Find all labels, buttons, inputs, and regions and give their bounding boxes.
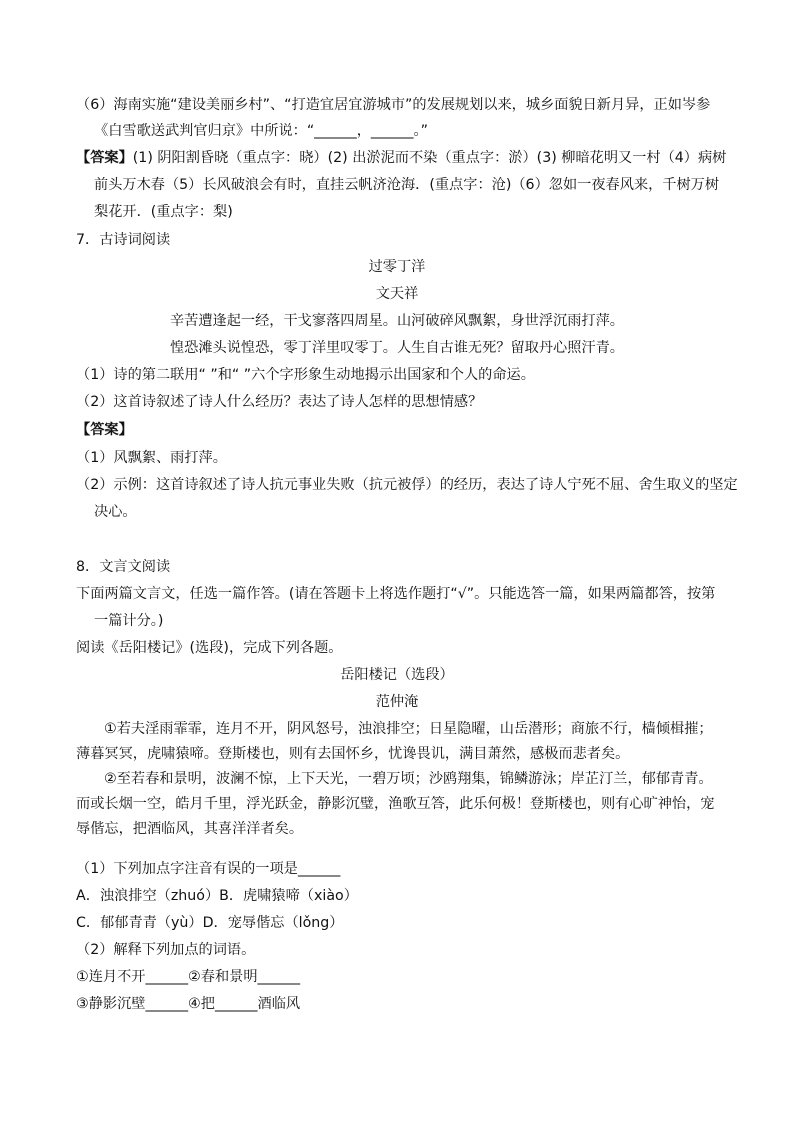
text-title: 岳阳楼记（选段） [340, 667, 454, 683]
q8-instruction: 阅读《岳阳楼记》(选段)，完成下列各题。 [76, 640, 343, 656]
q6-line2: 《白雪歌送武判官归京》中所说：“______，______。” [94, 123, 428, 139]
q7-ans2-line1: （2）示例：这首诗叙述了诗人抗元事业失败（抗元被俘）的经历，表达了诗人宁死不屈、舍生取义的坚定 [76, 477, 738, 493]
poem-line-1: 辛苦遭逢起一经，干戈寥落四周星。山河破碎风飘絮，身世浮沉雨打萍。 [169, 313, 624, 329]
text-paragraph-1: ①若夫淫雨霏霏，连月不开，阴风怒号，浊浪排空；日星隐曜，山岳潜形；商旅不行，樯倾楫摧；薄暮冥冥，虎啸猿啼。登斯楼也，则有去国怀乡，忧谗畏讥，满目萧然，感极而悲者矣。 [76, 721, 713, 762]
answer6-line2: 前头万木春（5）长风破浪会有时，直挂云帆济沧海．(重点字：沧)（6）忽如一夜春风来，千树万树 [94, 177, 720, 193]
q8-intro-line1: 下面两篇文言文，任选一篇作答。(请在答题卡上将选作题打“√”。只能选答一篇，如果两篇都答，按第 [76, 586, 716, 602]
q7-ans2-line2: 决心。 [94, 504, 137, 520]
q8-sub1: （1）下列加点字注音有误的一项是______ [76, 861, 341, 877]
q8-options-cd: C．郁郁青青（yù）D．宠辱偕忘（lǒng） [76, 915, 344, 931]
poem-line-2: 惶恐滩头说惶恐，零丁洋里叹零丁。人生自古谁无死？留取丹心照汗青。 [169, 340, 624, 356]
answer6-line3: 梨花开．(重点字：梨) [94, 204, 233, 220]
q8-intro-line2: 一篇计分。) [94, 613, 164, 629]
q7-heading: 7．古诗词阅读 [76, 232, 171, 248]
answer-label: 【答案】 [76, 150, 133, 166]
q8-heading: 8．文言文阅读 [76, 559, 171, 575]
q7-sub2: （2）这首诗叙述了诗人什么经历？表达了诗人怎样的思想情感？ [76, 394, 483, 410]
q8-sub2: （2）解释下列加点的词语。 [76, 942, 256, 958]
text-paragraph-2: ②至若春和景明，波澜不惊，上下天光，一碧万顷；沙鸥翔集，锦鳞游泳；岸芷汀兰，郁郁青青。而或长烟一空，皓月千里，浮光跃金，静影沉璧，渔歌互答，此乐何极！登斯楼也，则有心旷神怡，宠辱偕忘，把酒临风，其喜洋洋者矣。 [76, 771, 715, 837]
answer6-line1: (1) 阴阳割昏晓（重点字：晓）(2) 出淤泥而不染（重点字：淤）(3) 柳暗花明又一村（4）病树 [132, 150, 727, 166]
text-author: 范仲淹 [375, 694, 419, 710]
q8-blank-row2: ③静影沉壁______④把______酒临风 [76, 996, 301, 1012]
q6-line1: （6）海南实施“建设美丽乡村”、“打造宜居宜游城市”的发展规划以来，城乡面貌日新月异，正如岑参 [76, 97, 711, 113]
q7-answer-label: 【答案】 [76, 422, 133, 438]
q8-options-ab: A．浊浪排空（zhuó）B．虎啸猿啼（xiào） [76, 888, 358, 904]
poem-title: 过零丁洋 [368, 259, 426, 275]
q7-ans1: （1）风飘絮、雨打萍。 [76, 450, 227, 466]
q7-sub1: （1）诗的第二联用“ ”和“ ”六个字形象生动地揭示出国家和个人的命运。 [76, 367, 535, 383]
poem-author: 文天祥 [375, 286, 419, 302]
q8-blank-row1: ①连月不开______②春和景明______ [76, 969, 301, 985]
